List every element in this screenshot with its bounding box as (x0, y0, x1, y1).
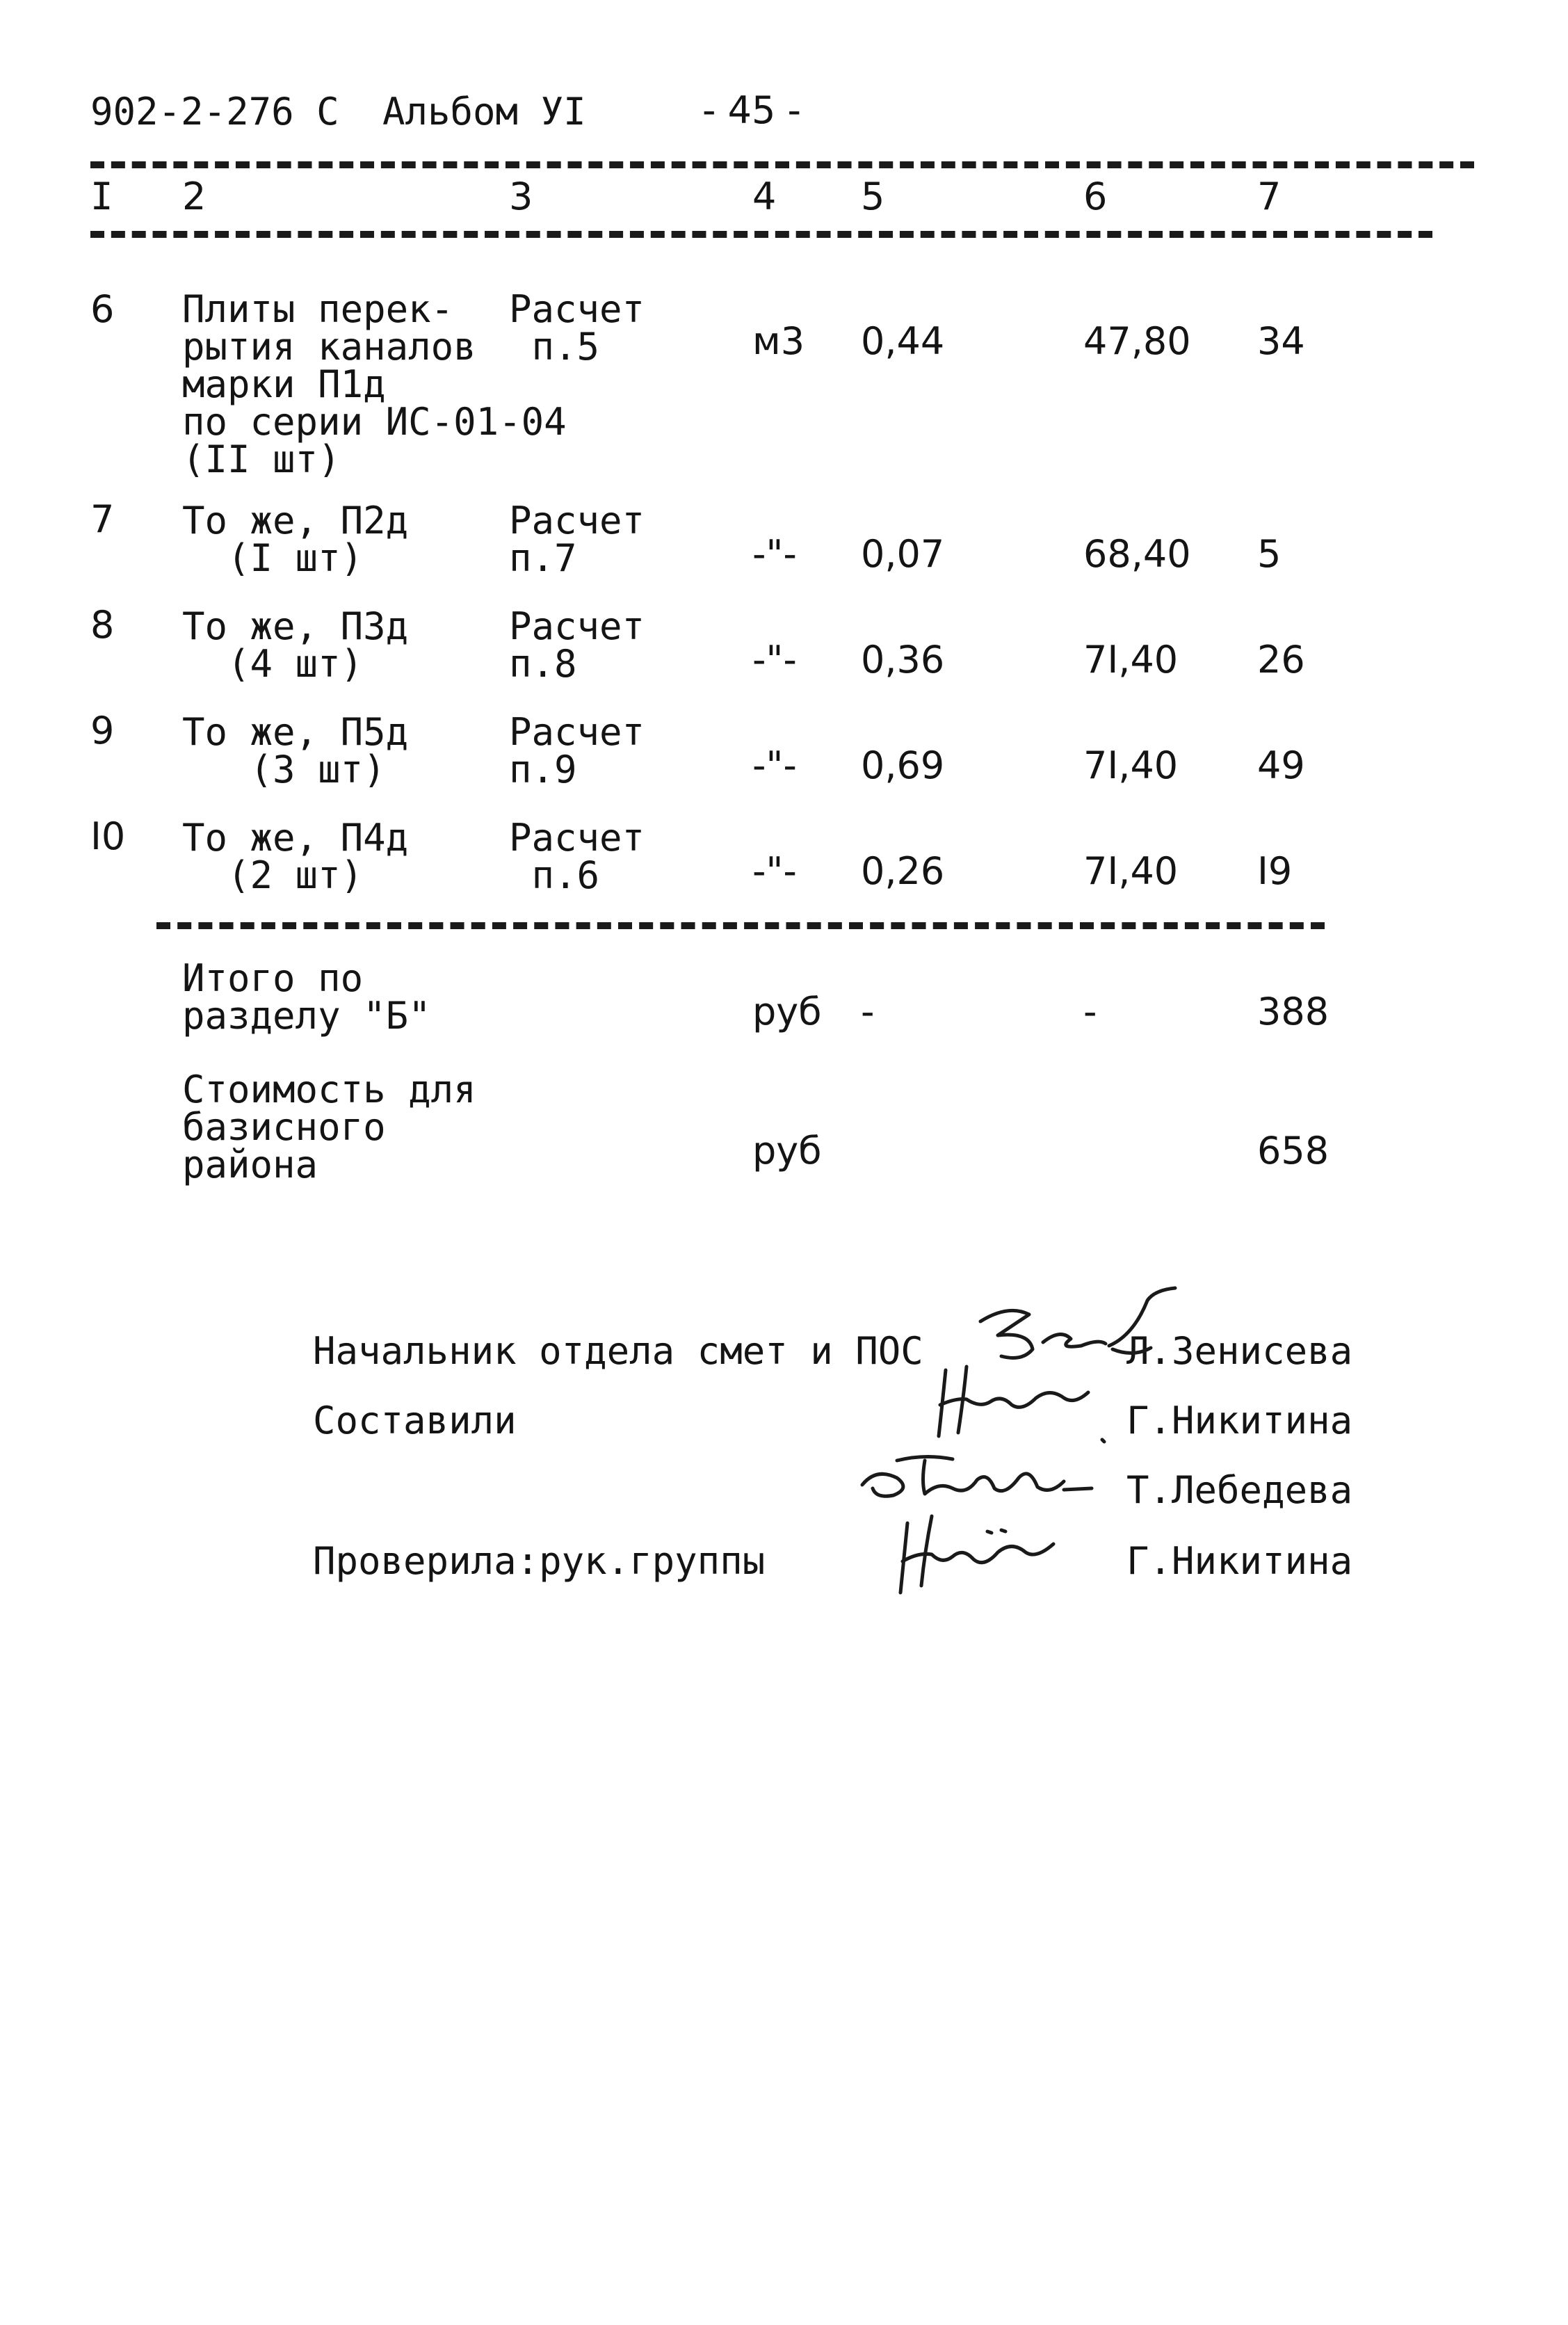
total-unit-price: - (1083, 990, 1097, 1033)
row-quantity: 0,69 (861, 743, 945, 787)
column-header-6: 6 (1083, 175, 1108, 218)
compiled-role: Составили (313, 1399, 517, 1442)
row-name: Плиты перек- рытия каналов марки П1д по серии ИС-01-04 (II шт) (182, 287, 567, 481)
head-role: Начальник отдела смет и ПОС (313, 1329, 923, 1373)
document-code: 902-2-276 С (90, 90, 339, 134)
checked-name: Г.Никитина (1126, 1539, 1353, 1583)
total-cost: 388 (1257, 990, 1329, 1033)
row-number: 7 (90, 497, 115, 541)
page-number: - 45 - (702, 88, 802, 132)
total-unit: руб (752, 990, 822, 1033)
column-header-7: 7 (1257, 175, 1282, 218)
row-quantity: 0,44 (861, 319, 945, 363)
column-header-5: 5 (861, 175, 885, 218)
row-name: То же, П3д (4 шт) (182, 604, 409, 686)
row-cost: 34 (1257, 319, 1305, 363)
compiled-name-1: Г.Никитина (1126, 1399, 1353, 1442)
column-header-4: 4 (752, 175, 777, 218)
row-cost: 5 (1257, 532, 1282, 576)
row-unit: -"- (752, 532, 797, 576)
column-header-3: 3 (509, 175, 533, 218)
row-name: То же, П4д (2 шт) (182, 816, 409, 897)
row-unit: -"- (752, 849, 797, 893)
row-basis: Расчет п.5 (509, 287, 645, 369)
totals-rule (156, 922, 1325, 929)
row-quantity: 0,36 (861, 638, 945, 682)
base-cost-value: 658 (1257, 1129, 1329, 1173)
base-cost-label: Стоимость для базисного района (182, 1068, 476, 1186)
row-unit: -"- (752, 743, 797, 787)
compiled-name-2: Т.Лебедева (1126, 1468, 1353, 1512)
row-cost: 49 (1257, 743, 1305, 787)
row-unit: -"- (752, 638, 797, 682)
album-label: Альбом УI (382, 90, 586, 134)
row-quantity: 0,26 (861, 849, 945, 893)
row-cost: 26 (1257, 638, 1305, 682)
base-cost-unit: руб (752, 1129, 822, 1173)
row-unit-price: 7I,40 (1083, 849, 1179, 893)
row-unit-price: 7I,40 (1083, 743, 1179, 787)
column-header-1: I (90, 175, 113, 218)
row-basis: Расчет п.6 (509, 816, 645, 897)
column-header-2: 2 (182, 175, 207, 218)
row-basis: Расчет п.7 (509, 499, 645, 580)
row-basis: Расчет п.9 (509, 710, 645, 791)
row-quantity: 0,07 (861, 532, 945, 576)
header-top-rule (90, 161, 1474, 168)
row-unit-price: 68,40 (1083, 532, 1191, 576)
row-unit-price: 47,80 (1083, 319, 1191, 363)
row-unit: м3 (752, 319, 805, 363)
total-quantity: - (861, 990, 875, 1033)
row-cost: I9 (1257, 849, 1293, 893)
row-basis: Расчет п.8 (509, 604, 645, 686)
header-bottom-rule (90, 231, 1432, 238)
signature-compiled-1 (925, 1356, 1120, 1447)
signature-checked (883, 1509, 1092, 1600)
checked-role: Проверила:рук.группы (313, 1539, 766, 1583)
total-label: Итого по разделу "Б" (182, 956, 431, 1038)
row-name: То же, П2д (I шт) (182, 499, 409, 580)
row-number: 9 (90, 709, 115, 753)
row-number: I0 (90, 814, 126, 858)
head-name: Л.Зенисева (1126, 1329, 1353, 1373)
row-unit-price: 7I,40 (1083, 638, 1179, 682)
row-number: 6 (90, 287, 115, 331)
signature-compiled-2 (855, 1440, 1106, 1509)
row-name: То же, П5д (3 шт) (182, 710, 409, 791)
row-number: 8 (90, 603, 115, 647)
